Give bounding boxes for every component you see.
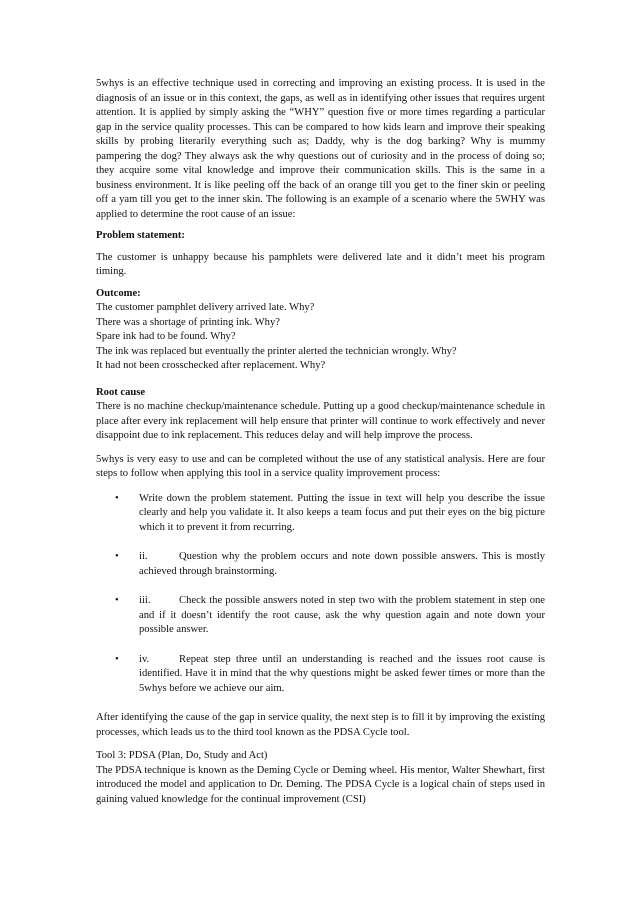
outcome-line: The ink was replaced but eventually the printer alerted the technician wrongly. Why?: [96, 345, 457, 357]
outcome-line: The customer pamphlet delivery arrived late. Why?: [96, 302, 315, 313]
list-item: [96, 594, 545, 638]
problem-statement-text: The customer is unhappy because his pamphlets were delivered late and it didn’t meet his program timing.: [96, 251, 545, 277]
steps-intro-paragraph: 5whys is very easy to use and can be completed without the use of any statistical analysis. Here are four steps to follow when applying this tool in a service quality improvement process:: [96, 453, 545, 479]
list-item: [96, 653, 545, 697]
outcome-heading: Outcome:: [96, 287, 141, 299]
root-cause-heading: Root cause: [96, 386, 146, 398]
step-number: iv.: [139, 653, 150, 665]
step-number: iii.: [139, 595, 151, 606]
step-text: Question why the problem occurs and note down possible answers. This is mostly achieved through brainstorming.: [139, 551, 545, 577]
outcome-list: [96, 301, 545, 374]
outcome-line: Spare ink had to be found. Why?: [96, 331, 236, 342]
bullet-icon: •: [115, 551, 119, 562]
step-text: Write down the problem statement. Putting the issue in text will help you describe the issue clearly and help you validate it. It also keeps a team focus and put their eyes on the big picture which it to prevent it from recurring.: [139, 492, 545, 533]
list-item: [96, 492, 545, 536]
step-text: Repeat step three until an understanding is reached and the issues root cause is identified. Have it in mind that the why questions might be asked fewer times or more than the 5whys before we achieve our aim.: [139, 653, 545, 694]
bullet-icon: •: [115, 492, 119, 504]
bullet-icon: •: [115, 595, 119, 606]
tool3-text: The PDSA technique is known as the Deming Cycle or Deming wheel. His mentor, Walter Shewhart, first introduced the model and application to Dr. Deming. The PDSA Cycle is a logical chain of steps used in gaining valued knowledge for the continual improvement (CSI): [96, 764, 545, 805]
root-cause-text: There is no machine checkup/maintenance schedule. Putting up a good checkup/maintenance schedule in place after every ink replacement will help ensure that printer will continue to work effectively and never disappoint due to ink replacement. This reduces delay and will help improve the process.: [96, 401, 545, 441]
outcome-line: It had not been crosschecked after replacement. Why?: [96, 360, 326, 371]
intro-paragraph: 5whys is an effective technique used in correcting and improving an existing process. It is used in the diagnosis of an issue or in this context, the gaps, as well as in identifying other issues that requires urgent attention. It is applied by simply asking the “WHY” question five or more times regarding a particular gap in the service quality processes. This can be compared to how kids learn and improve their speaking skills by probing literarily everything such as; Daddy, why is the dog barking? Why is mummy pampering the dog? They always ask the why questions out of curiosity and in the process of doing so; they acquire some vital knowledge and improve their communication skills. This is the same in a business environment. It is like peeling off the back of an orange till you get to the finer skin or peeling off a yam till you get to the inner skin. The following is an example of a scenario where the 5WHY was applied to determine the root cause of an issue:: [96, 78, 545, 220]
tool3-title: Tool 3: PDSA (Plan, Do, Study and Act): [96, 750, 268, 761]
outcome-line: There was a shortage of printing ink. Why?: [96, 316, 280, 328]
problem-statement-heading: Problem statement:: [96, 230, 185, 241]
document-page: [96, 77, 545, 807]
bullet-icon: •: [115, 653, 119, 665]
steps-list: [96, 492, 545, 697]
step-number: ii.: [139, 551, 148, 562]
step-text: Check the possible answers noted in step two with the problem statement in step one and if it doesn’t identify the root cause, ask the why question again and note down your possible answer.: [139, 595, 545, 635]
list-item: [96, 550, 545, 579]
after-steps-paragraph: After identifying the cause of the gap in service quality, the next step is to fill it by improving the existing processes, which leads us to the third tool known as the PDSA Cycle tool.: [96, 712, 545, 738]
